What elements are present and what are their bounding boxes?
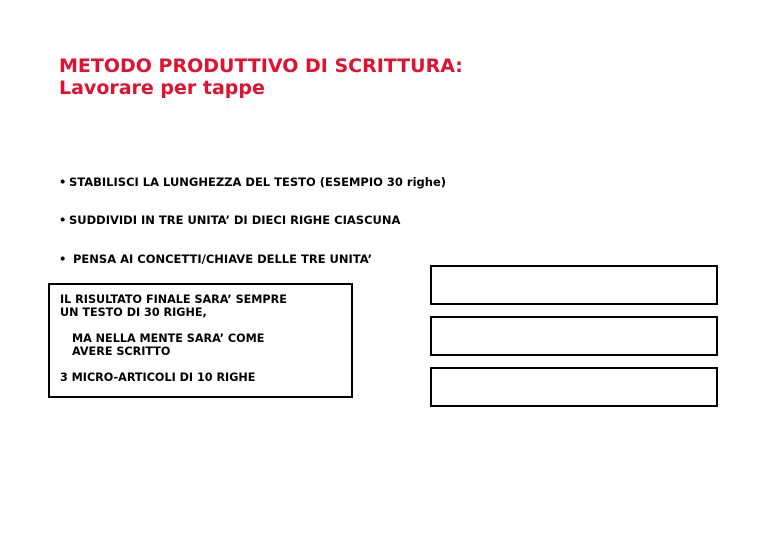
note-line-2: UN TESTO DI 30 RIGHE, — [60, 306, 207, 319]
bullet-text: PENSA AI CONCETTI/CHIAVE DELLE TRE UNITA’ — [69, 252, 372, 266]
bullet-text: SUDDIVIDI IN TRE UNITA’ DI DIECI RIGHE CIASCUNA — [69, 213, 401, 227]
note-line-5: 3 MICRO-ARTICOLI DI 10 RIGHE — [60, 371, 256, 384]
bullet-item-divide — [59, 213, 400, 227]
bullet-item-length — [59, 175, 446, 189]
slide-title-line-1: METODO PRODUTTIVO DI SCRITTURA: — [59, 55, 463, 77]
bullet-text: STABILISCI LA LUNGHEZZA DEL TESTO (ESEMPIO 30 righe) — [69, 175, 447, 189]
note-line-1: IL RISULTATO FINALE SARA’ SEMPRE — [60, 293, 287, 306]
slide-subtitle: Lavorare per tappe — [59, 77, 265, 99]
result-note-box — [48, 283, 353, 398]
unit-box-1 — [430, 265, 718, 305]
unit-box-2 — [430, 316, 718, 356]
slide-title — [59, 55, 463, 99]
bullet-item-concepts — [59, 252, 372, 266]
bullet-marker: • — [59, 213, 67, 227]
note-line-3: MA NELLA MENTE SARA’ COME — [72, 332, 265, 345]
note-line-4: AVERE SCRITTO — [72, 345, 171, 358]
unit-box-3 — [430, 367, 718, 407]
bullet-marker: • — [59, 252, 67, 266]
bullet-marker: • — [59, 175, 67, 189]
